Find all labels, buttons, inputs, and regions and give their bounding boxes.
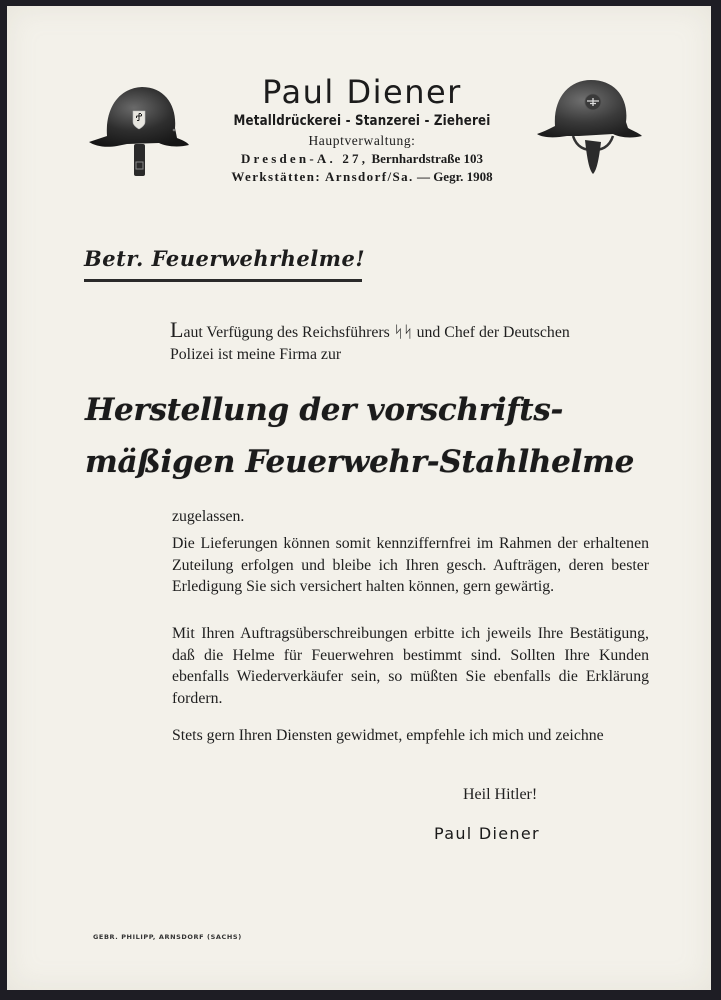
fire-helmet-with-police-emblem-icon xyxy=(533,70,645,180)
headquarters-address xyxy=(197,151,527,167)
document-page xyxy=(7,6,711,990)
headquarters-label: Hauptverwaltung: xyxy=(308,133,416,148)
address-city: Dresden-A. 27, xyxy=(240,151,369,166)
fire-helmet-with-shield-emblem-icon xyxy=(87,78,193,182)
paragraph-regards: Stets gern Ihren Diensten gewidmet, empfehle ich mich und zeichne xyxy=(172,727,604,744)
works-label: Werkstätten: Arnsdorf/Sa. xyxy=(231,169,414,184)
closing-salutation: Heil Hitler! xyxy=(463,786,538,803)
works-address xyxy=(197,169,527,185)
address-street: Bernhardstraße 103 xyxy=(371,151,484,166)
subject-line: Betr. Feuerwehrhelme! xyxy=(84,246,366,271)
paragraph-confirmation: Mit Ihren Auftragsüberschreibungen erbitte ich jeweils Ihre Bestätigung, daß die Helme für Feuerwehren bestimmt sind. Sollten Ihre Kunden ebenfalls Wiederverkäufer sein, so müßten Sie ebenfalls die Erklärung fordern. xyxy=(172,625,649,707)
headline-line-2: mäßigen Feuerwehr-Stahlhelme xyxy=(85,444,634,480)
company-trades: Metalldrückerei - Stanzerei - Zieherei xyxy=(233,113,491,129)
intro-line-1: aut Verfügung des Reichsführers ᛋᛋ und Chef der Deutschen xyxy=(183,324,570,341)
paragraph-deliveries: Die Lieferungen können somit kennziffernfrei im Rahmen der erhaltenen Zuteilung erfolgen und bleibe ich Ihren gesch. Aufträgen, deren bester Erledigung Sie sich versichert halten können, gern gewärtig. xyxy=(172,535,649,595)
approved-text: zugelassen. xyxy=(172,508,245,525)
company-name: Paul Diener xyxy=(262,73,462,111)
letterhead xyxy=(197,74,527,185)
intro-line-2: Polizei ist meine Firma zur xyxy=(170,345,342,363)
signature: Paul Diener xyxy=(434,824,540,843)
subject-underline xyxy=(84,279,362,282)
intro-paragraph xyxy=(170,319,660,365)
printer-imprint: GEBR. PHILIPP, ARNSDORF (SACHS) xyxy=(93,933,242,941)
headline-line-1: Herstellung der vorschrifts- xyxy=(85,392,564,428)
headline xyxy=(85,384,685,488)
founded-year: — Gegr. 1908 xyxy=(416,169,493,184)
initial-letter: L xyxy=(170,317,184,342)
